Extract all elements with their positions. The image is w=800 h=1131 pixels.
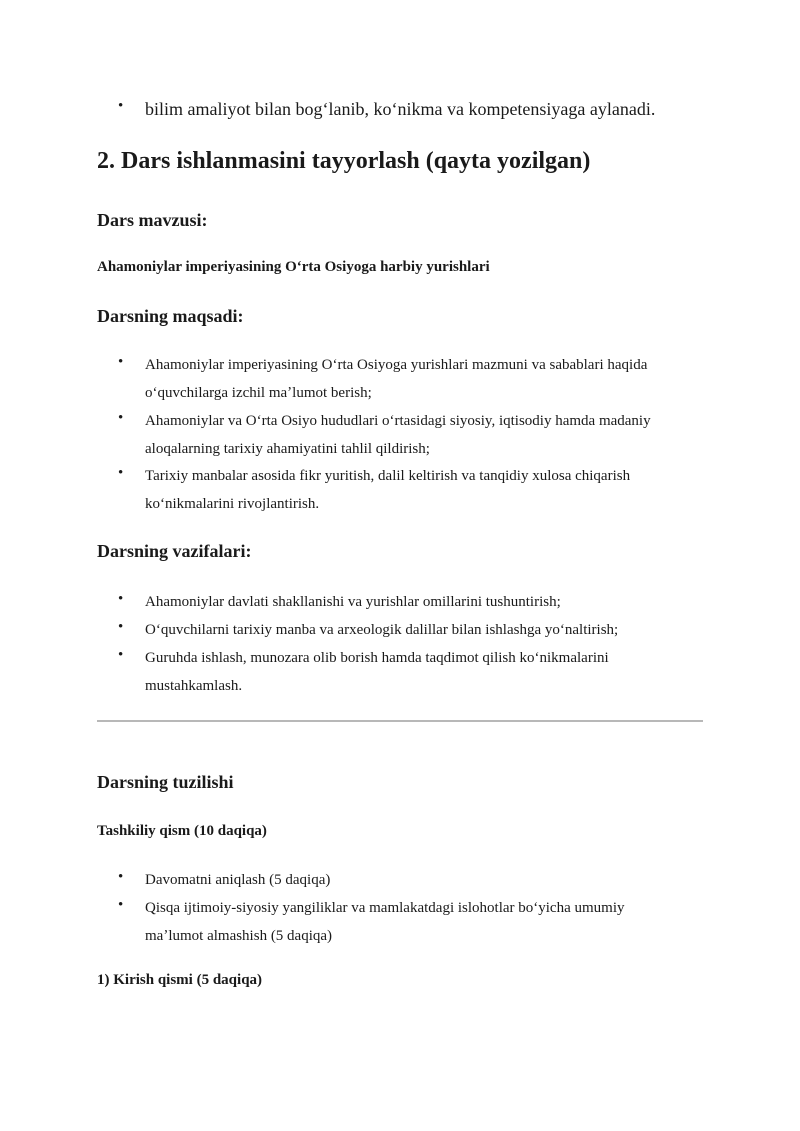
goal-item-line: koʻnikmalarini rivojlantirish. — [145, 496, 320, 512]
bullet-dot: • — [118, 465, 124, 481]
intro-bullet-text: bilim amaliyot bilan bogʻlanib, koʻnikma va kompetensiyaga aylanadi. — [145, 99, 656, 119]
bullet-dot: • — [118, 354, 124, 370]
goal-heading: Darsning maqsadi: — [97, 306, 244, 326]
topic-text: Ahamoniylar imperiyasining Oʻrta Osiyoga harbiy yurishlari — [97, 259, 490, 275]
org-item-line: Davomatni aniqlash (5 daqiqa) — [145, 872, 331, 888]
topic-heading: Dars mavzusi: — [97, 210, 208, 230]
horizontal-divider — [97, 720, 703, 722]
goal-item-line: aloqalarning tarixiy ahamiyatini tahlil qildirish; — [145, 441, 430, 457]
bullet-dot: • — [118, 98, 124, 114]
org-heading: Tashkiliy qism (10 daqiqa) — [97, 823, 267, 839]
goal-item-line: oʻquvchilarga izchil maʼlumot berish; — [145, 385, 372, 401]
section-title: 2. Dars ishlanmasini tayyorlash (qayta yozilgan) — [97, 148, 591, 174]
bullet-dot: • — [118, 410, 124, 426]
goal-item-line: Tarixiy manbalar asosida fikr yuritish, dalil keltirish va tanqidiy xulosa chiqarish — [145, 468, 631, 484]
goal-item-line: Ahamoniylar imperiyasining Oʻrta Osiyoga yurishlari mazmuni va sabablari haqida — [145, 357, 648, 373]
task-item-line: Ahamoniylar davlati shakllanishi va yurishlar omillarini tushuntirish; — [145, 594, 561, 610]
org-item-line: Qisqa ijtimoiy-siyosiy yangiliklar va mamlakatdagi islohotlar boʻyicha umumiy — [145, 900, 625, 916]
task-item-line: mustahkamlash. — [145, 678, 243, 694]
intro-heading: 1) Kirish qismi (5 daqiqa) — [97, 972, 263, 988]
task-item-line: Oʻquvchilarni tarixiy manba va arxeologik dalillar bilan ishlashga yoʻnaltirish; — [145, 622, 619, 638]
bullet-dot: • — [118, 869, 124, 885]
bullet-dot: • — [118, 619, 124, 635]
goal-item-line: Ahamoniylar va Oʻrta Osiyo hududlari oʻrtasidagi siyosiy, iqtisodiy hamda madaniy — [145, 413, 651, 429]
bullet-dot: • — [118, 897, 124, 913]
bullet-dot: • — [118, 647, 124, 663]
org-item-line: maʼlumot almashish (5 daqiqa) — [145, 928, 333, 944]
structure-heading: Darsning tuzilishi — [97, 772, 234, 792]
task-item-line: Guruhda ishlash, munozara olib borish hamda taqdimot qilish koʻnikmalarini — [145, 650, 609, 666]
task-heading: Darsning vazifalari: — [97, 541, 252, 561]
bullet-dot: • — [118, 591, 124, 607]
